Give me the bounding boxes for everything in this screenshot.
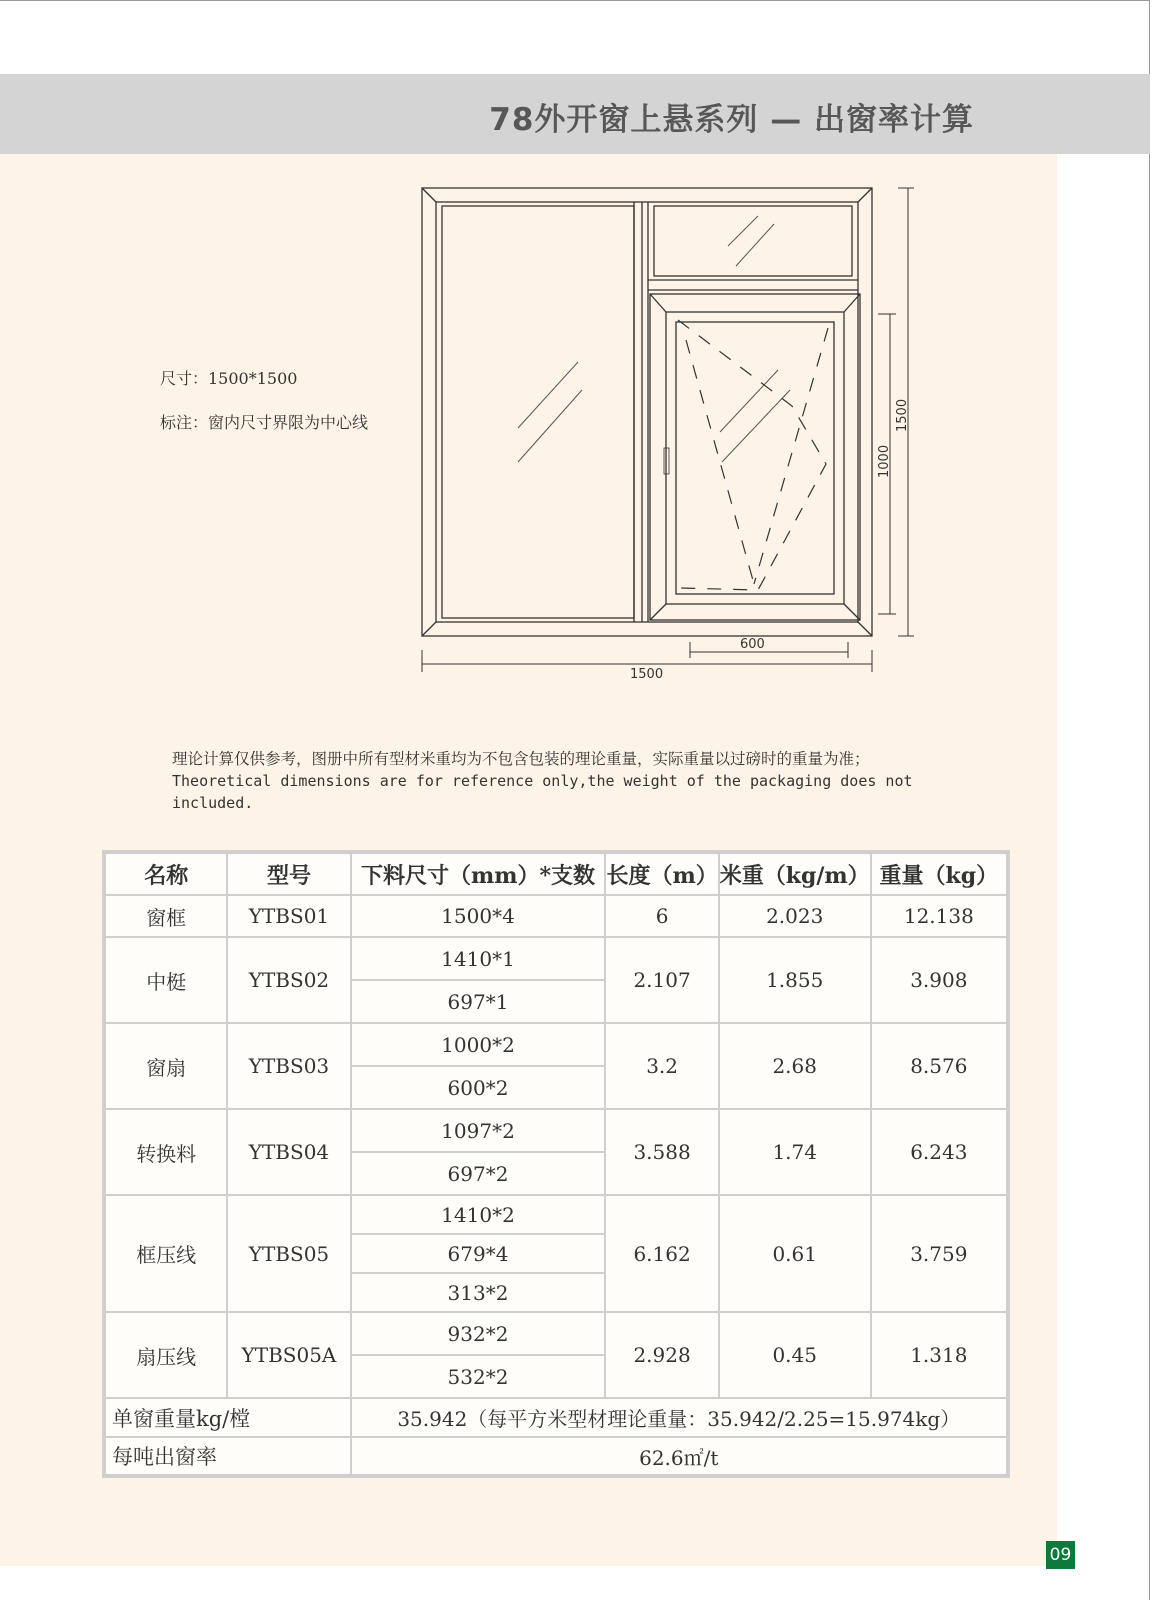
top-transom-pane	[654, 206, 852, 276]
header-length: 长度（m）	[605, 852, 718, 895]
header-cut-size: 下料尺寸（mm）*支数	[351, 852, 606, 895]
header-meter-weight: 米重（kg/m）	[719, 852, 871, 895]
table-row	[104, 1109, 1008, 1152]
table-row	[104, 1195, 1008, 1234]
table-row	[104, 895, 1008, 937]
row-length: 3.2	[605, 1023, 718, 1109]
window-drawing	[420, 180, 940, 690]
row-name: 窗框	[104, 895, 227, 937]
dim-total-width: 1500	[630, 667, 664, 682]
row-model: YTBS05	[227, 1195, 350, 1312]
row-cut: 532*2	[351, 1355, 606, 1398]
summary-label: 单窗重量kg/樘	[104, 1398, 351, 1437]
right-rule	[1149, 0, 1150, 1600]
row-cut: 313*2	[351, 1273, 606, 1312]
row-name: 框压线	[104, 1195, 227, 1312]
row-weight: 6.243	[871, 1109, 1008, 1195]
row-model: YTBS03	[227, 1023, 350, 1109]
page-title: 78外开窗上悬系列 — 出窗率计算	[489, 102, 974, 138]
row-name: 窗扇	[104, 1023, 227, 1109]
row-meter-weight: 2.68	[719, 1023, 871, 1109]
row-cut: 1500*4	[351, 895, 606, 937]
dim-sash-height: 1000	[877, 444, 892, 478]
header-model: 型号	[227, 852, 350, 895]
row-cut: 1410*2	[351, 1195, 606, 1234]
top-rule	[0, 0, 1150, 1]
row-meter-weight: 2.023	[719, 895, 871, 937]
disclaimer-en: Theoretical dimensions are for reference only,the weight of the packaging does not included.	[172, 772, 913, 812]
summary-value: 62.6㎡/t	[351, 1437, 1008, 1476]
summary-row-yield-rate	[104, 1437, 1008, 1476]
row-meter-weight: 1.855	[719, 937, 871, 1023]
page-number: 09	[1046, 1541, 1075, 1569]
size-note: 尺寸：1500*1500	[160, 369, 298, 388]
row-length: 3.588	[605, 1109, 718, 1195]
row-name: 中梃	[104, 937, 227, 1023]
row-name: 扇压线	[104, 1312, 227, 1398]
opening-sash	[650, 294, 860, 620]
dim-sash-width: 600	[740, 637, 765, 652]
drawing-notes	[160, 366, 368, 454]
disclaimer	[172, 748, 932, 814]
row-cut: 697*1	[351, 980, 606, 1023]
row-length: 2.107	[605, 937, 718, 1023]
header-band	[0, 74, 1150, 154]
outer-frame	[422, 188, 872, 636]
row-weight: 3.908	[871, 937, 1008, 1023]
row-meter-weight: 0.61	[719, 1195, 871, 1312]
remark-note: 标注：窗内尺寸界限为中心线	[160, 413, 369, 432]
row-meter-weight: 0.45	[719, 1312, 871, 1398]
row-length: 2.928	[605, 1312, 718, 1398]
summary-value: 35.942（每平方米型材理论重量：35.942/2.25=15.974kg）	[351, 1398, 1008, 1437]
row-name: 转换料	[104, 1109, 227, 1195]
row-meter-weight: 1.74	[719, 1109, 871, 1195]
row-cut: 600*2	[351, 1066, 606, 1109]
row-length: 6	[605, 895, 718, 937]
row-model: YTBS05A	[227, 1312, 350, 1398]
table-header-row	[104, 852, 1008, 895]
row-model: YTBS04	[227, 1109, 350, 1195]
row-cut: 1000*2	[351, 1023, 606, 1066]
summary-row-window-weight	[104, 1398, 1008, 1437]
row-length: 6.162	[605, 1195, 718, 1312]
table-row	[104, 937, 1008, 980]
row-weight: 12.138	[871, 895, 1008, 937]
row-weight: 3.759	[871, 1195, 1008, 1312]
disclaimer-cn: 理论计算仅供参考，图册中所有型材米重均为不包含包装的理论重量，实际重量以过磅时的重量为准；	[172, 750, 870, 768]
table-row	[104, 1312, 1008, 1355]
row-cut: 1410*1	[351, 937, 606, 980]
row-weight: 1.318	[871, 1312, 1008, 1398]
row-cut: 932*2	[351, 1312, 606, 1355]
row-weight: 8.576	[871, 1023, 1008, 1109]
header-name: 名称	[104, 852, 227, 895]
table-row	[104, 1023, 1008, 1066]
row-cut: 697*2	[351, 1152, 606, 1195]
header-weight: 重量（kg）	[871, 852, 1008, 895]
dim-total-height: 1500	[895, 398, 910, 432]
row-cut: 679*4	[351, 1234, 606, 1273]
row-model: YTBS01	[227, 895, 350, 937]
row-cut: 1097*2	[351, 1109, 606, 1152]
row-model: YTBS02	[227, 937, 350, 1023]
material-table	[102, 850, 1010, 1478]
summary-label: 每吨出窗率	[104, 1437, 351, 1476]
left-fixed-pane	[442, 206, 634, 618]
